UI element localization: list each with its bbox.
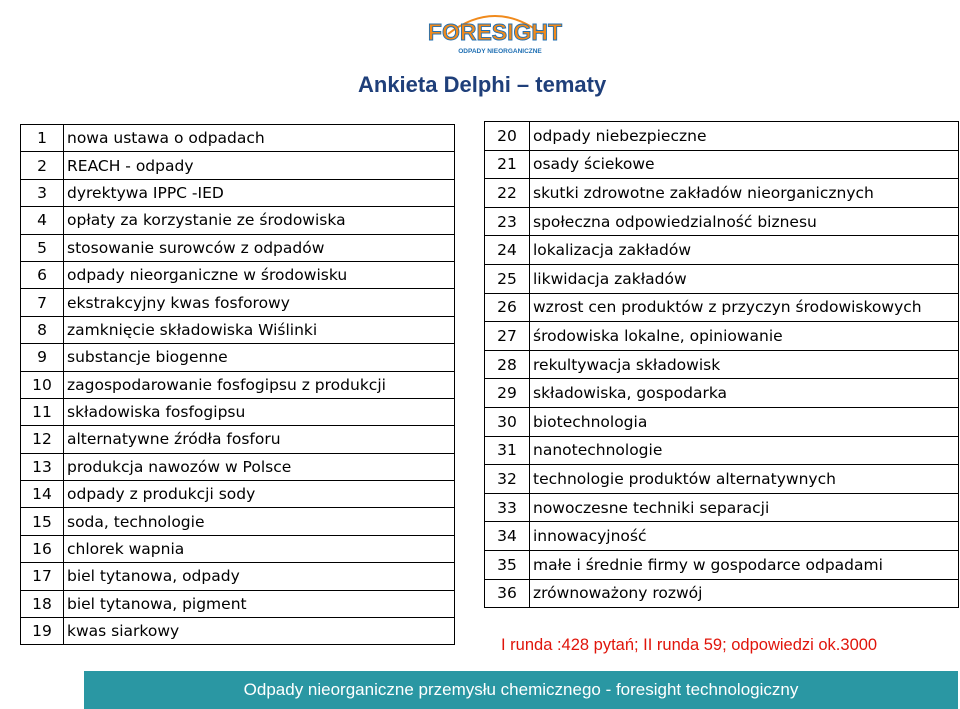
topic-row [485,522,959,551]
topic-label: składowiska fosfogipsu [64,398,455,425]
topic-row [21,563,455,590]
topic-row [485,179,959,208]
topic-row [21,289,455,316]
topic-row [21,535,455,562]
topic-row [485,436,959,465]
topic-number: 23 [485,207,530,236]
topic-number: 7 [21,289,64,316]
topic-number: 26 [485,293,530,322]
topic-number: 24 [485,236,530,265]
topic-label: małe i średnie firmy w gospodarce odpadami [530,550,959,579]
topic-label: społeczna odpowiedzialność biznesu [530,207,959,236]
topic-label: innowacyjność [530,522,959,551]
topic-row [485,236,959,265]
topic-number: 17 [21,563,64,590]
topic-number: 18 [21,590,64,617]
footer-bar [84,671,958,709]
foresight-logo [427,4,563,66]
topic-label: kwas siarkowy [64,618,455,645]
topic-row [21,261,455,288]
topic-label: zamknięcie składowiska Wiślinki [64,316,455,343]
topic-number: 29 [485,379,530,408]
topic-label: nowa ustawa o odpadach [64,125,455,152]
topic-number: 15 [21,508,64,535]
topic-row [485,293,959,322]
topic-number: 10 [21,371,64,398]
topic-number: 5 [21,234,64,261]
logo-sub-text: ODPADY NIEORGANICZNE [458,48,542,55]
survey-rounds-note: I runda :428 pytań; II runda 59; odpowiedzi ok.3000 [501,636,878,654]
topic-label: ekstrakcyjny kwas fosforowy [64,289,455,316]
topic-number: 31 [485,436,530,465]
page-title: Ankieta Delphi – tematy [358,72,607,97]
topic-number: 27 [485,322,530,351]
topic-row [21,207,455,234]
topic-label: lokalizacja zakładów [530,236,959,265]
topic-label: odpady niebezpieczne [530,122,959,151]
topic-number: 30 [485,407,530,436]
topic-label: wzrost cen produktów z przyczyn środowiskowych [530,293,959,322]
topic-label: chlorek wapnia [64,535,455,562]
topic-row [485,550,959,579]
topic-number: 13 [21,453,64,480]
topic-number: 21 [485,150,530,179]
topic-label: skutki zdrowotne zakładów nieorganicznych [530,179,959,208]
topic-label: substancje biogenne [64,344,455,371]
topic-label: REACH - odpady [64,152,455,179]
topic-number: 36 [485,579,530,608]
topic-number: 16 [21,535,64,562]
topic-row [485,264,959,293]
topic-row [485,207,959,236]
topic-label: likwidacja zakładów [530,264,959,293]
topic-label: opłaty za korzystanie ze środowiska [64,207,455,234]
topic-label: alternatywne źródła fosforu [64,426,455,453]
topic-row [21,344,455,371]
topic-number: 25 [485,264,530,293]
topic-label: biotechnologia [530,407,959,436]
topic-number: 8 [21,316,64,343]
topic-row [21,179,455,206]
topic-row [485,150,959,179]
topic-label: produkcja nawozów w Polsce [64,453,455,480]
topic-row [21,152,455,179]
topic-row [21,234,455,261]
topic-number: 6 [21,261,64,288]
topic-row [485,379,959,408]
topic-row [21,398,455,425]
topics-table-right [484,121,959,608]
topic-number: 22 [485,179,530,208]
topic-row [21,481,455,508]
topic-label: zrównoważony rozwój [530,579,959,608]
topic-row [21,508,455,535]
topic-row [485,122,959,151]
topic-row [485,465,959,494]
topic-row [485,493,959,522]
topic-label: soda, technologie [64,508,455,535]
topic-label: rekultywacja składowisk [530,350,959,379]
topic-row [485,350,959,379]
footer-text: Odpady nieorganiczne przemysłu chemicznego - foresight technologiczny [243,680,799,699]
topic-row [485,579,959,608]
topic-row [21,453,455,480]
topic-label: odpady nieorganiczne w środowisku [64,261,455,288]
topic-label: osady ściekowe [530,150,959,179]
topic-row [21,316,455,343]
topic-label: składowiska, gospodarka [530,379,959,408]
topics-table-left [20,124,455,645]
topic-number: 14 [21,481,64,508]
topic-label: dyrektywa IPPC -IED [64,179,455,206]
topic-label: nanotechnologie [530,436,959,465]
topic-number: 12 [21,426,64,453]
topic-label: nowoczesne techniki separacji [530,493,959,522]
topic-row [21,618,455,645]
topic-row [485,407,959,436]
topic-label: biel tytanowa, pigment [64,590,455,617]
topic-row [21,125,455,152]
logo-main-text: FORESIGHT [427,19,563,45]
topic-row [21,590,455,617]
topic-number: 35 [485,550,530,579]
topic-row [21,426,455,453]
topic-number: 3 [21,179,64,206]
topic-number: 19 [21,618,64,645]
topic-number: 32 [485,465,530,494]
topic-label: stosowanie surowców z odpadów [64,234,455,261]
topic-label: zagospodarowanie fosfogipsu z produkcji [64,371,455,398]
topic-number: 28 [485,350,530,379]
topic-number: 33 [485,493,530,522]
topic-label: odpady z produkcji sody [64,481,455,508]
topic-number: 11 [21,398,64,425]
topic-row [485,322,959,351]
topic-number: 20 [485,122,530,151]
topic-number: 1 [21,125,64,152]
topic-label: technologie produktów alternatywnych [530,465,959,494]
topic-row [21,371,455,398]
topic-number: 9 [21,344,64,371]
topic-label: biel tytanowa, odpady [64,563,455,590]
topic-number: 4 [21,207,64,234]
topic-label: środowiska lokalne, opiniowanie [530,322,959,351]
topic-number: 34 [485,522,530,551]
topic-number: 2 [21,152,64,179]
